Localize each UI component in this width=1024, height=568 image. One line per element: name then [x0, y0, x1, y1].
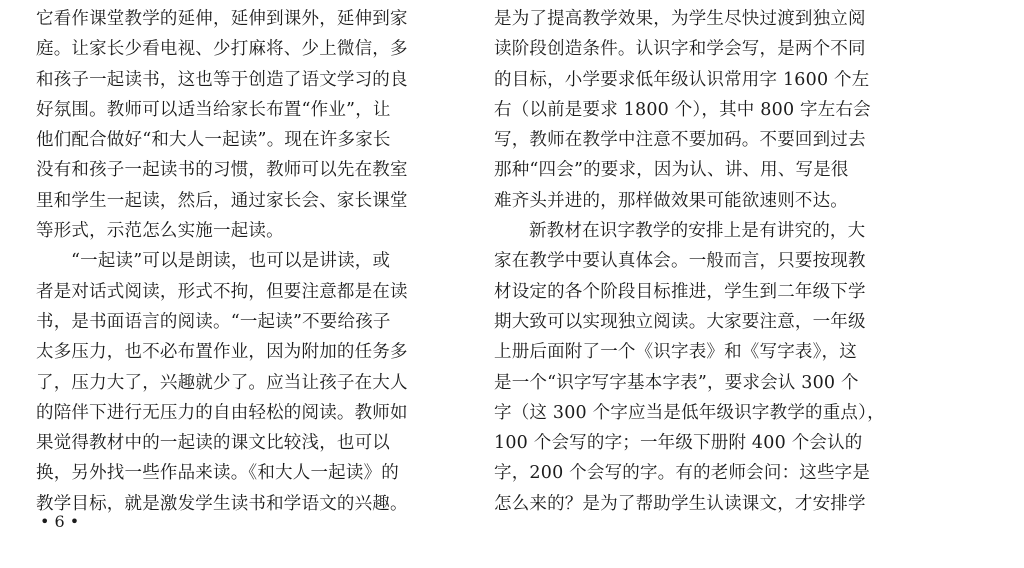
text-line: 太多压力，也不必布置作业，因为附加的任务多	[36, 342, 408, 363]
text-line: 写，教师在教学中注意不要加码。不要回到过去	[494, 130, 866, 151]
text-line: 它看作课堂教学的延伸，延伸到课外，延伸到家	[36, 9, 408, 29]
text-line: 怎么来的？是为了帮助学生认读课文，才安排学	[494, 493, 866, 514]
text-line: 难齐头并进的，那样做效果可能欲速则不达。	[494, 190, 848, 211]
paragraph-start-line: “一起读”可以是朗读，也可以是讲读，或	[71, 251, 391, 272]
text-line: 他们配合做好“和大人一起读”。现在许多家长	[36, 130, 391, 151]
text-line: 和孩子一起读书，这也等于创造了语文学习的良	[36, 69, 408, 90]
text-line: 是一个“识字写字基本字表”，要求会认 300 个	[494, 372, 859, 393]
text-line: 里和学生一起读，然后，通过家长会、家长课堂	[36, 190, 408, 211]
text-line: 字，200 个会写的字。有的老师会问：这些字是	[494, 463, 871, 484]
text-line: 100 个会写的字；一年级下册附 400 个会认的	[494, 433, 863, 454]
text-line: 右（以前是要求 1800 个），其中 800 字左右会	[494, 99, 871, 120]
text-line: 教学目标，就是激发学生读书和学语文的兴趣。	[36, 493, 408, 514]
paragraph-start-line: 新教材在识字教学的安排上是有讲究的，大	[529, 221, 866, 242]
text-line: 是为了提高教学效果，为学生尽快过渡到独立阅	[494, 9, 866, 29]
text-line: 者是对话式阅读，形式不拘，但要注意都是在读	[36, 281, 408, 302]
text-line: 换，另外找一些作品来读。《和大人一起读》的	[36, 463, 399, 484]
text-line: 上册后面附了一个《识字表》和《写字表》，这	[494, 342, 857, 363]
right-column	[494, 4, 914, 519]
text-line: 没有和孩子一起读书的习惯，教师可以先在教室	[36, 160, 408, 181]
text-line: 期大致可以实现独立阅读。大家要注意，一年级	[494, 311, 866, 332]
text-line: 果觉得教材中的一起读的课文比较浅，也可以	[36, 433, 390, 454]
text-line: 读阶段创造条件。认识字和学会写，是两个不同	[494, 39, 866, 60]
text-line: 字（这 300 个字应当是低年级识字教学的重点），	[494, 402, 885, 423]
text-line: 材设定的各个阶段目标推进，学生到二年级下学	[494, 281, 866, 302]
text-line: 庭。让家长少看电视、少打麻将、少上微信，多	[36, 39, 408, 60]
text-line: 书，是书面语言的阅读。“一起读”不要给孩子	[36, 311, 391, 332]
text-line: 等形式，示范怎么实施一起读。	[36, 221, 284, 242]
text-line: 家在教学中要认真体会。一般而言，只要按现教	[494, 251, 866, 272]
text-line: 好氛围。教师可以适当给家长布置“作业”，让	[36, 99, 391, 120]
text-line: 的陪伴下进行无压力的自由轻松的阅读。教师如	[36, 402, 408, 423]
text-line: 那种“四会”的要求，因为认、讲、用、写是很	[494, 160, 849, 181]
page-number: • 6 •	[40, 512, 80, 531]
text-line: 了，压力大了，兴趣就少了。应当让孩子在大人	[36, 372, 408, 393]
left-column	[36, 4, 454, 519]
text-line: 的目标，小学要求低年级认识常用字 1600 个左	[494, 69, 870, 90]
